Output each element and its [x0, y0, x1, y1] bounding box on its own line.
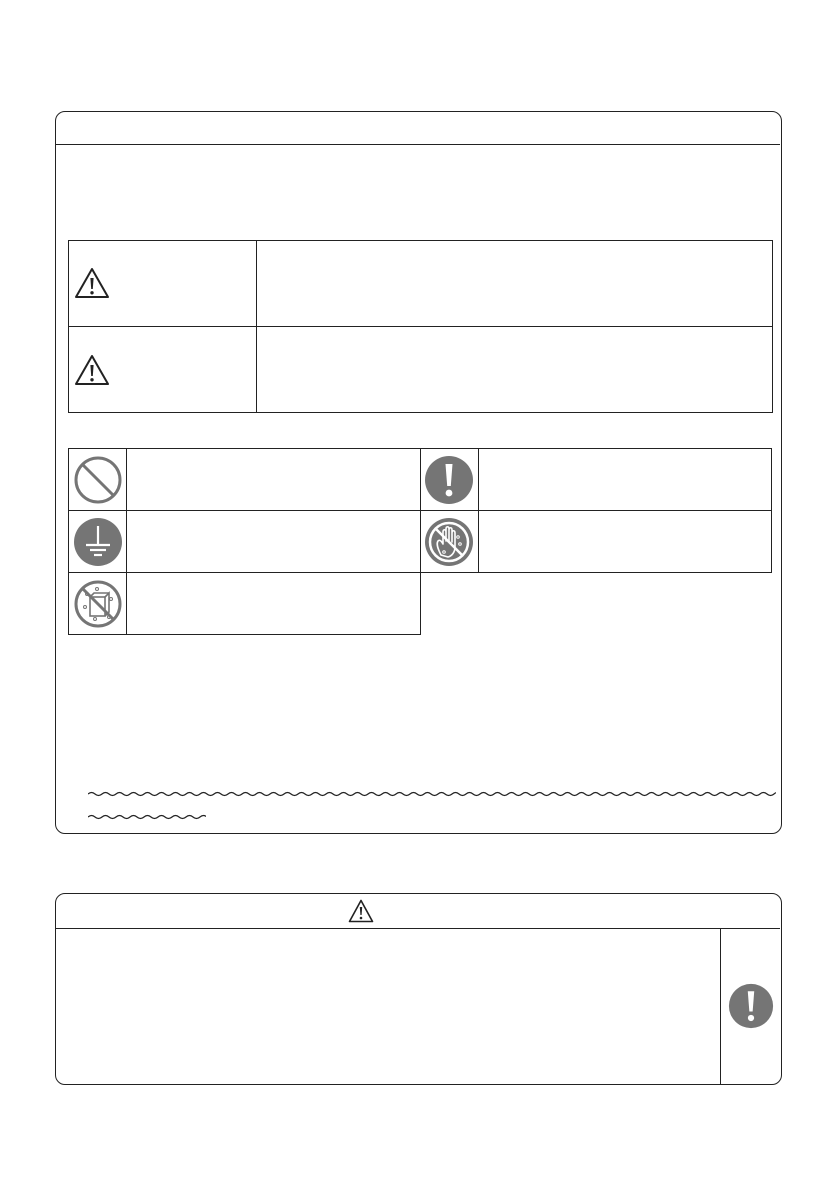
symbol-cell-divider [478, 510, 479, 573]
no-water-splash-icon [73, 579, 123, 629]
symbol-cell-divider [126, 510, 127, 573]
box-header-divider [56, 144, 780, 145]
symbol-cell-divider [478, 448, 479, 511]
box-header-divider [56, 928, 780, 929]
prohibition-circle-icon [73, 455, 123, 505]
symbol-cell-divider [126, 448, 127, 511]
warning-triangle-icon [74, 267, 110, 299]
ground-connection-icon [73, 517, 123, 567]
warning-box [55, 893, 782, 1085]
symbol-cell-divider [126, 572, 127, 635]
icon-column-divider [720, 929, 721, 1084]
no-wet-hands-icon [424, 517, 474, 567]
warning-triangle-icon [74, 354, 110, 386]
mandatory-exclamation-icon [424, 455, 474, 505]
mandatory-exclamation-icon [728, 983, 774, 1029]
table-row-divider [68, 326, 773, 327]
emphasis-wavy-underline [88, 788, 776, 800]
emphasis-wavy-underline [88, 811, 206, 823]
warning-triangle-icon [348, 899, 374, 923]
